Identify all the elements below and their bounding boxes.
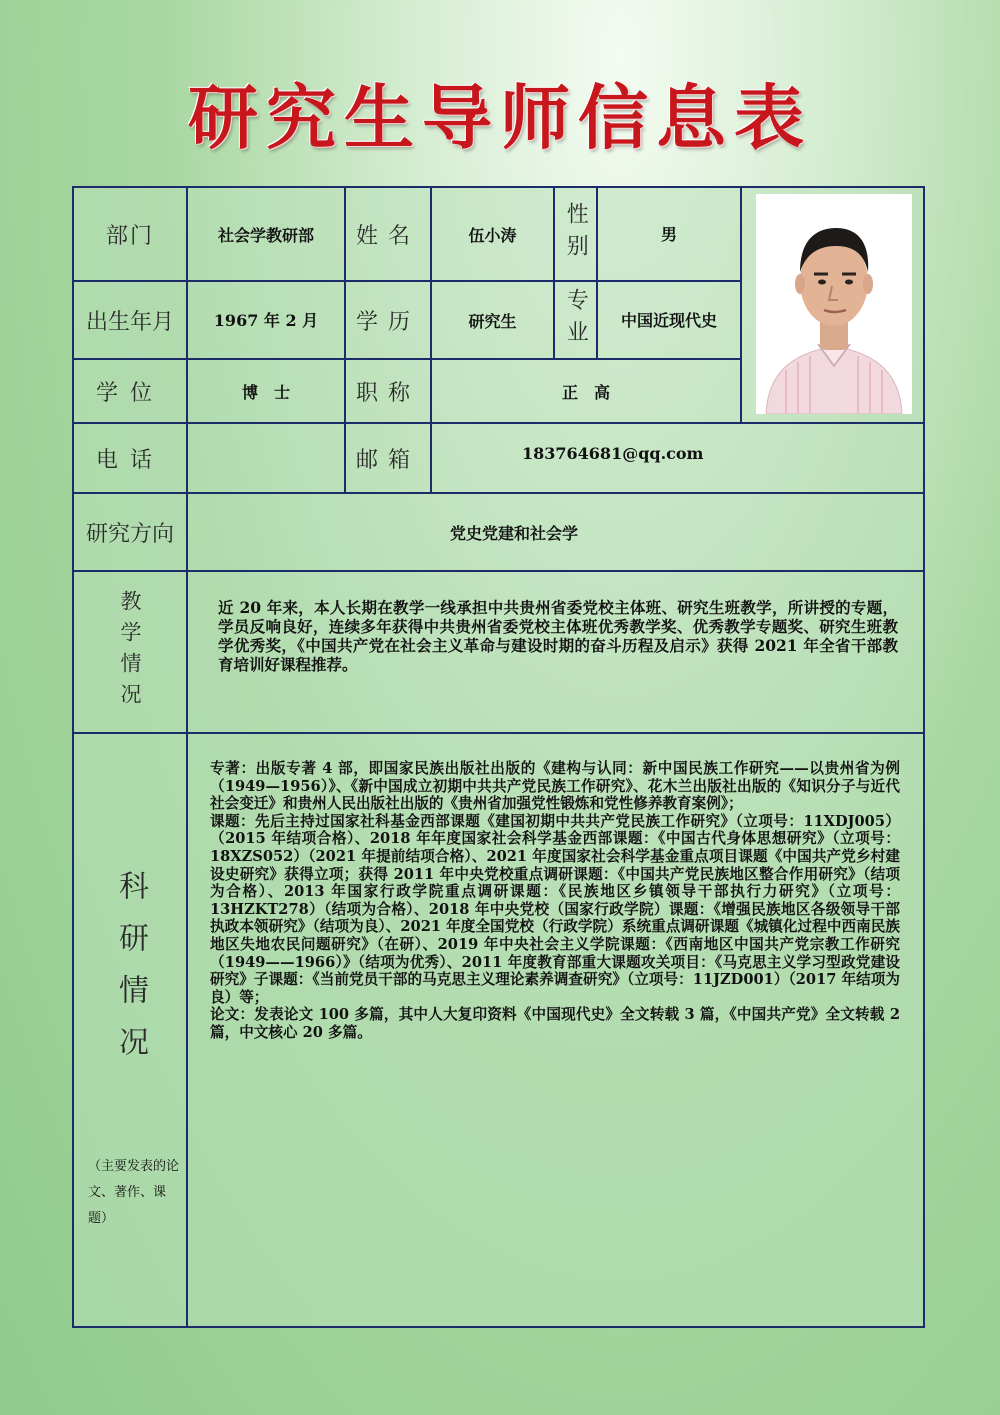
gender-label <box>553 186 598 282</box>
research-label-text: 科研情况 <box>113 870 148 1078</box>
major-value: 中国近现代史 <box>596 280 742 360</box>
portrait-icon <box>756 194 912 414</box>
name-value: 伍小涛 <box>430 186 555 282</box>
title-label: 职称 <box>344 358 432 424</box>
major-label <box>553 280 598 360</box>
research-direction-label: 研究方向 <box>72 492 188 572</box>
degree-label: 学位 <box>72 358 188 424</box>
photo-cell <box>740 186 925 424</box>
teaching-text: 近 20 年来，本人长期在教学一线承担中共贵州省委党校主体班、研究生班教学，所讲授的专题，学员反响良好，连续多年获得中共贵州省委党校主体班优秀教学奖、优秀教学专题奖、研究生班教学优秀奖，《中国共产党在社会主义革命与建设时期的奋斗历程及启示》获得 2021 年全省干部教育培训好课程推荐。 <box>218 598 898 674</box>
phone-value <box>186 422 346 494</box>
department-value: 社会学教研部 <box>186 186 346 282</box>
research-text: 专著：出版专著 4 部，即国家民族出版社出版的《建构与认同：新中国民族工作研究——以贵州省为例（1949—1956）》、《新中国成立初期中共共产党民族工作研究》、花木兰出版社出版的《知识分子与近代社会变迁》和贵州人民出版社出版的《贵州省加强党性锻炼和党性修养教育案例》； 课题：先后主持过国家社科基金西部课题《建国初期中共共产党民族工作研究》（立项号：11XDJ005）（2015 年结项合格）、2018 年年度国家社会科学基金西部课题：《中国古代身体思想研究》（立项号：18XZS052）（2021 年提前结项合格）、2021 年度国家社会科学基金重点项目课题《中国共产党乡村建设史研究》获得立项；获得 2011 年中央党校重点调研课题：《中国共产党民族地区整合作用研究》（结项为合格）、2013 年国家行政学院重点调研课题：《民族地区乡镇领导干部执行力研究》（立项号：13HZKT278）（结项为合格）、2018 年中央党校（国家行政学院）课题：《增强民族地区各级领导干部执政本领研究》（结项为良）、2021 年度全国党校（行政学院）系统重点调研课题《城镇化过程中西南民族地区失地农民问题研究》（在研）、2019 年中央社会主义学院课题：《西南地区中国共产党宗教工作研究（1949——1966）》（结项为优秀）、2011 年度教育部重大课题攻关项目：《马克思主义学习型政党建设研究》子课题：《当前党员干部的马克思主义理论素养调查研究》（立项号：11JZD001）（2017 年结项为良）等； 论文：发表论文 100 多篇，其中人大复印资料《中国现代史》全文转载 3 篇，《中国共产党》全文转载 2 篇，中文核心 20 多篇。 <box>210 760 900 1041</box>
teaching-label <box>72 570 188 734</box>
teaching-cell <box>186 570 925 734</box>
birth-label: 出生年月 <box>72 280 188 360</box>
email-value: 183764681@qq.com <box>430 422 925 494</box>
birth-value: 1967 年 2 月 <box>186 280 346 360</box>
major-label-text: 专业 <box>563 288 589 352</box>
title-value: 正 高 <box>430 358 742 424</box>
education-label: 学历 <box>344 280 432 360</box>
research-label <box>74 844 186 1104</box>
department-label: 部门 <box>72 186 188 282</box>
teaching-label-text: 教学情况 <box>118 590 142 714</box>
gender-value: 男 <box>596 186 742 282</box>
gender-label-text: 性别 <box>563 202 589 266</box>
phone-label: 电话 <box>72 422 188 494</box>
degree-value: 博 士 <box>186 358 346 424</box>
name-label: 姓名 <box>344 186 432 282</box>
research-cell <box>186 732 925 1328</box>
research-label-cell <box>72 732 188 1328</box>
research-note: （主要发表的论文、著作、课题） <box>88 1159 180 1226</box>
education-value: 研究生 <box>430 280 555 360</box>
page-title: 研究生导师信息表 <box>188 77 812 159</box>
email-label: 邮箱 <box>344 422 432 494</box>
research-direction-value: 党史党建和社会学 <box>186 492 925 572</box>
portrait-photo <box>756 194 912 414</box>
